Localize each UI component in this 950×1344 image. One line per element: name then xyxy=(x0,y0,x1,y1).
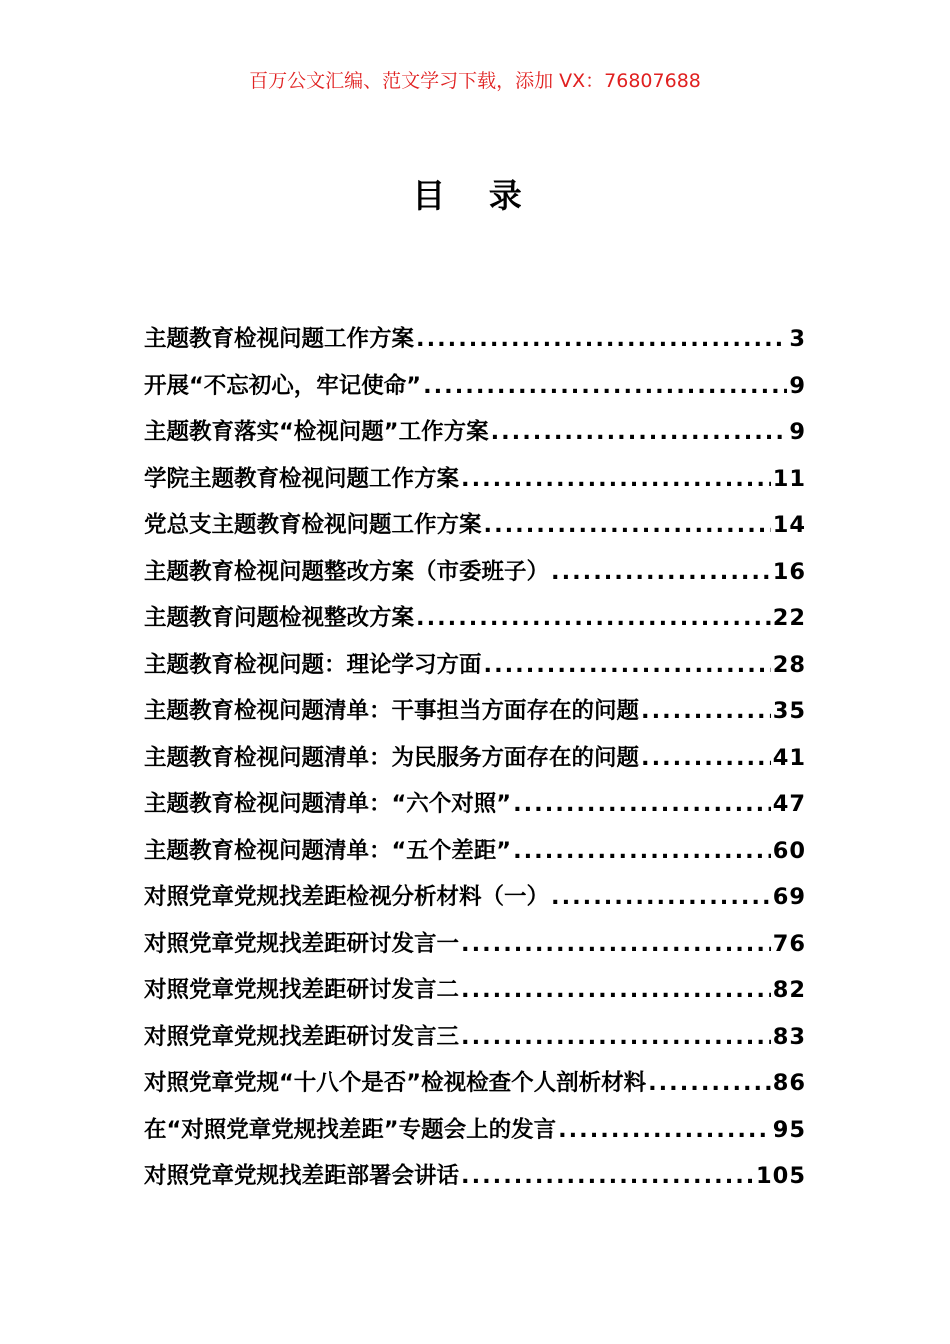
toc-entry[interactable] xyxy=(144,967,806,1014)
toc-dot-leader xyxy=(423,363,787,409)
toc-entry-page-number: 86 xyxy=(772,1070,806,1096)
toc-entry-page-number: 28 xyxy=(772,651,806,678)
toc-entry[interactable] xyxy=(144,456,806,503)
toc-dot-leader xyxy=(461,1014,771,1060)
toc-entry-title: 学院主题教育检视问题工作方案 xyxy=(144,465,460,492)
toc-dot-leader xyxy=(641,688,771,734)
toc-entry-title: 对照党章党规找差距研讨发言三 xyxy=(144,1023,460,1050)
toc-entry-page-number: 82 xyxy=(772,977,806,1003)
toc-entry-title: 主题教育检视问题整改方案（市委班子） xyxy=(144,558,550,585)
toc-dot-leader xyxy=(491,409,788,455)
toc-dot-leader xyxy=(513,828,771,874)
toc-entry-page-number: 60 xyxy=(772,837,806,864)
toc-entry-title: 主题教育检视问题：理论学习方面 xyxy=(144,651,482,678)
toc-entry[interactable] xyxy=(144,921,806,968)
toc-entry[interactable] xyxy=(144,316,806,363)
toc-entry-page-number: 76 xyxy=(772,930,806,957)
toc-entry-page-number: 95 xyxy=(772,1116,806,1143)
toc-entry[interactable] xyxy=(144,688,806,735)
toc-entry[interactable] xyxy=(144,363,806,410)
toc-entry-title: 主题教育检视问题清单：干事担当方面存在的问题 xyxy=(144,698,640,724)
toc-dot-leader xyxy=(461,921,771,967)
toc-dot-leader xyxy=(551,549,771,595)
toc-entry-title: 开展“不忘初心，牢记使命” xyxy=(144,372,422,399)
toc-dot-leader xyxy=(461,456,771,502)
toc-entry[interactable] xyxy=(144,828,806,875)
toc-entry-page-number: 11 xyxy=(772,465,806,492)
toc-dot-leader xyxy=(416,316,787,362)
toc-entry[interactable] xyxy=(144,642,806,689)
toc-dot-leader xyxy=(551,874,771,920)
toc-entry-title: 对照党章党规找差距部署会讲话 xyxy=(144,1163,460,1189)
toc-entry-page-number: 83 xyxy=(772,1023,806,1050)
toc-dot-leader xyxy=(461,1153,754,1199)
toc-entry-title: 主题教育检视问题工作方案 xyxy=(144,326,415,352)
toc-entry[interactable] xyxy=(144,874,806,921)
toc-entry[interactable] xyxy=(144,735,806,782)
toc-entry[interactable] xyxy=(144,1014,806,1061)
toc-entry[interactable] xyxy=(144,595,806,642)
toc-entry-title: 党总支主题教育检视问题工作方案 xyxy=(144,512,482,538)
toc-entry-title: 主题教育检视问题清单：“六个对照” xyxy=(144,791,512,817)
toc-dot-leader xyxy=(461,967,771,1013)
toc-dot-leader xyxy=(648,1060,771,1106)
toc-entry[interactable] xyxy=(144,1060,806,1107)
toc-entry-page-number: 3 xyxy=(789,326,806,352)
toc-entry[interactable] xyxy=(144,549,806,596)
toc-entry-title: 对照党章党规找差距检视分析材料（一） xyxy=(144,884,550,910)
toc-entry-title: 主题教育落实“检视问题”工作方案 xyxy=(144,419,489,445)
toc-entry-page-number: 9 xyxy=(789,372,806,399)
toc-dot-leader xyxy=(416,595,771,641)
toc-entry-title: 对照党章党规“十八个是否”检视检查个人剖析材料 xyxy=(144,1070,647,1096)
toc-entry-page-number: 14 xyxy=(772,512,806,538)
toc-dot-leader xyxy=(641,735,771,781)
toc-dot-leader xyxy=(484,642,771,688)
toc-entry-title: 主题教育问题检视整改方案 xyxy=(144,605,415,631)
table-of-contents xyxy=(144,316,806,1200)
toc-entry-page-number: 35 xyxy=(772,698,806,724)
toc-entry-title: 对照党章党规找差距研讨发言二 xyxy=(144,977,460,1003)
toc-entry[interactable] xyxy=(144,781,806,828)
page-title: 目 录 xyxy=(412,176,538,215)
toc-entry-title: 在“对照党章党规找差距”专题会上的发言 xyxy=(144,1116,557,1143)
toc-entry-title: 主题教育检视问题清单：为民服务方面存在的问题 xyxy=(144,744,640,771)
toc-entry-page-number: 9 xyxy=(789,419,806,445)
document-header: 百万公文汇编、范文学习下载，添加 VX：76807688 xyxy=(249,70,701,92)
toc-dot-leader xyxy=(558,1107,771,1153)
toc-entry[interactable] xyxy=(144,502,806,549)
toc-entry[interactable] xyxy=(144,1153,806,1200)
toc-entry-page-number: 16 xyxy=(772,558,806,585)
toc-entry-page-number: 22 xyxy=(772,605,806,631)
toc-entry-page-number: 69 xyxy=(772,884,806,910)
toc-dot-leader xyxy=(513,781,771,827)
toc-entry[interactable] xyxy=(144,409,806,456)
toc-entry-title: 主题教育检视问题清单：“五个差距” xyxy=(144,837,512,864)
toc-entry[interactable] xyxy=(144,1107,806,1154)
toc-entry-page-number: 41 xyxy=(772,744,806,771)
toc-entry-title: 对照党章党规找差距研讨发言一 xyxy=(144,930,460,957)
toc-entry-page-number: 47 xyxy=(772,791,806,817)
toc-entry-page-number: 105 xyxy=(756,1163,806,1189)
toc-dot-leader xyxy=(484,502,771,548)
